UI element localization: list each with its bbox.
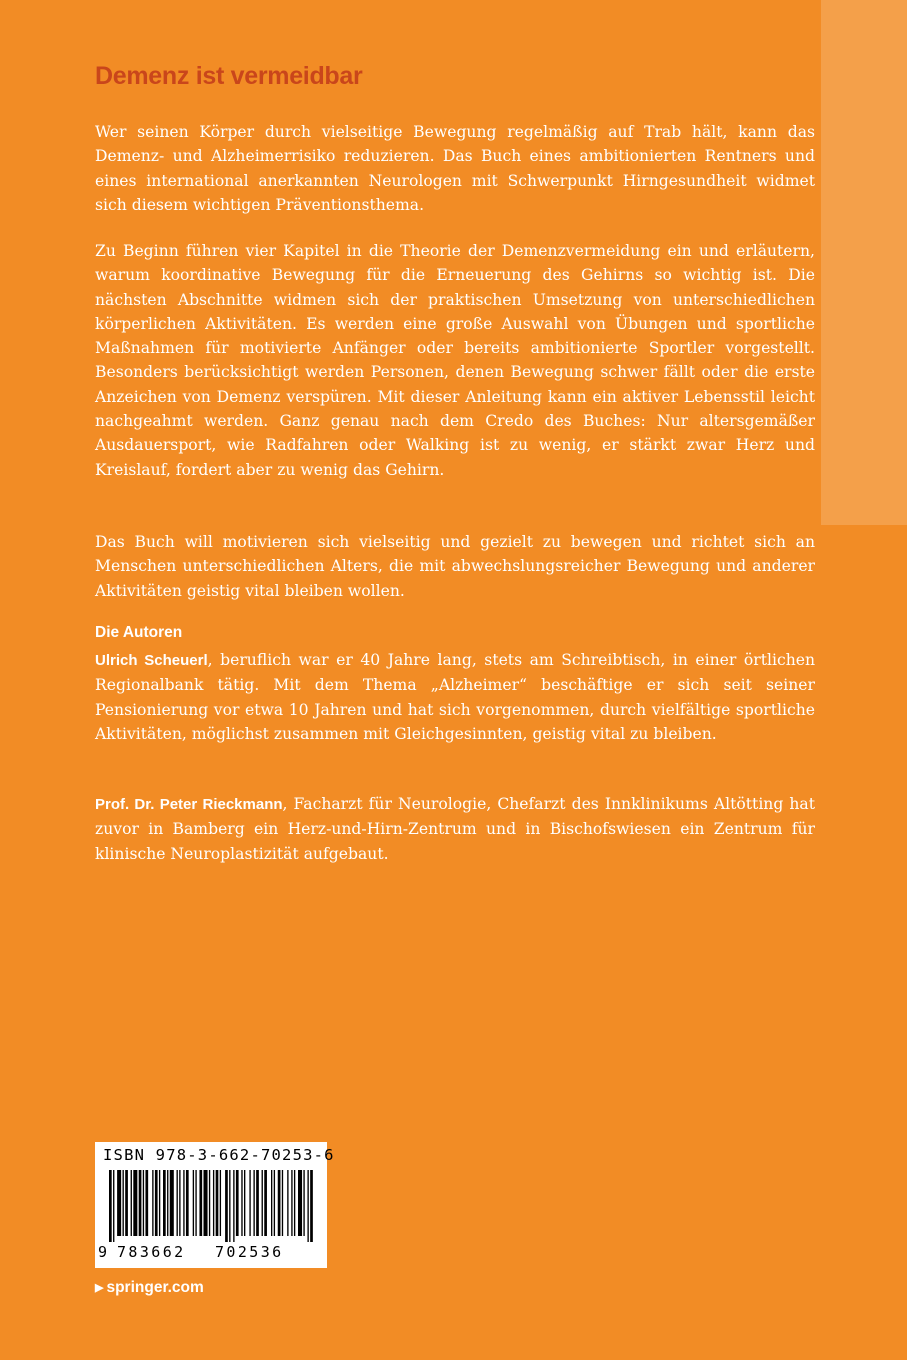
- barcode-bar: [294, 1170, 295, 1236]
- barcode-bar: [233, 1170, 234, 1242]
- publisher-link[interactable]: [95, 1279, 204, 1297]
- barcode-bar: [256, 1170, 259, 1236]
- barcode-bar: [195, 1170, 196, 1236]
- barcode-bar: [282, 1170, 283, 1236]
- author-bio-rieckmann: [95, 792, 815, 866]
- triangle-right-icon: ▶: [95, 1282, 104, 1294]
- barcode-bar: [220, 1170, 221, 1236]
- barcode-bar: [183, 1170, 184, 1236]
- barcode-bar: [131, 1170, 132, 1236]
- barcode-bar: [170, 1170, 174, 1236]
- barcode-bar: [225, 1170, 228, 1242]
- barcode-digit-first: 9: [98, 1243, 110, 1261]
- authors-heading: Die Autoren: [95, 624, 183, 641]
- barcode-bar: [271, 1170, 272, 1236]
- barcode-bar: [199, 1170, 202, 1236]
- barcode-bar: [143, 1170, 144, 1236]
- barcode-bar: [139, 1170, 142, 1236]
- paragraph-content: Zu Beginn führen vier Kapitel in die Theorie der Demenzvermeidung ein und erläutern, warum koordinative Bewegung für die Erneuerung des Gehirns so wichtig ist. Die nächsten Abschnitte widmen sich der praktischen Umsetzung von unterschiedlichen körperlichen Aktivitäten. Es werden eine große Auswahl von Übungen und sportliche Maßnahmen für motivierte Anfänger oder bereits ambitionierte Sportler vorgestellt. Besonders berücksichtigt werden Personen, denen Bewegung schwer fällt oder die erste Anzeichen von Demenz verspüren. Mit dieser Anleitung kann ein aktiver Lebensstil leicht nachgeahmt werden. Ganz genau nach dem Credo des Buches: Nur altersgemäßer Ausdauersport, wie Radfahren oder Walking ist zu wenig, er stärkt zwar Herz und Kreislauf, fordert aber zu wenig das Gehirn.: [95, 242, 815, 479]
- barcode-bar: [274, 1170, 275, 1236]
- barcode-bar: [278, 1170, 281, 1236]
- barcode-bar: [167, 1170, 168, 1236]
- barcode-bar: [123, 1170, 124, 1236]
- barcode-bar: [193, 1170, 194, 1236]
- barcode-bar: [241, 1170, 242, 1236]
- barcode-bar: [310, 1170, 313, 1242]
- barcode-digits-left: 783662: [117, 1243, 186, 1261]
- paragraph-intro: Wer seinen Körper durch vielseitige Bewegung regelmäßig auf Trab hält, kann das Demenz- und Alzheimerrisiko reduzieren. Das Buch eines ambitionierten Rentners und eines international anerkannten Neurologen mit Schwerpunkt Hirngesundheit widmet sich diesem wichtigen Präventionsthema.: [95, 123, 815, 214]
- barcode-bar: [229, 1170, 230, 1242]
- barcode-bar: [244, 1170, 245, 1236]
- barcode-bar: [249, 1170, 250, 1236]
- barcode-bars: [109, 1170, 314, 1242]
- barcode-bar: [213, 1170, 214, 1236]
- barcode-bar: [264, 1170, 267, 1236]
- author-bio-scheuerl: [95, 648, 815, 746]
- barcode-bar: [133, 1170, 137, 1236]
- barcode-bar: [253, 1170, 254, 1236]
- paragraph-audience: Das Buch will motivieren sich vielseitig und gezielt zu bewegen und richtet sich an Menschen unterschiedlichen Alters, die mit abwechslungsreicher Bewegung und anderer Aktivitäten geistig vital bleiben wollen.: [95, 533, 815, 600]
- barcode-bar: [209, 1170, 210, 1236]
- isbn-label: ISBN 978-3-662-70253-6: [103, 1146, 335, 1164]
- barcode-bar: [262, 1170, 263, 1236]
- author-name-scheuerl: Ulrich Scheuerl: [95, 652, 208, 669]
- barcode-bar: [125, 1170, 128, 1236]
- barcode-bar: [298, 1170, 302, 1236]
- author-text-rieckmann: , Facharzt für Neurologie, Chefarzt des Innklinikums Altötting hat zuvor in Bamberg ein Herz-und-Hirn-Zentrum und in Bischofswiesen ein Zentrum für klinische Neuroplastizität aufgebaut.: [95, 795, 815, 863]
- barcode-bar: [155, 1170, 158, 1236]
- barcode-bar: [204, 1170, 208, 1236]
- barcode-bar: [307, 1170, 308, 1242]
- barcode-bar: [303, 1170, 304, 1236]
- decorative-side-strip: [821, 0, 907, 525]
- barcode-bar: [291, 1170, 292, 1236]
- barcode-bar: [159, 1170, 160, 1236]
- barcode-bar: [177, 1170, 178, 1236]
- barcode-digits-right: 702536: [215, 1243, 284, 1261]
- barcode-bar: [186, 1170, 189, 1236]
- isbn-barcode: [95, 1142, 335, 1268]
- book-title: Demenz ist vermeidbar: [95, 62, 363, 90]
- barcode-bar: [287, 1170, 288, 1236]
- publisher-url: springer.com: [106, 1279, 204, 1296]
- barcode-bar: [109, 1170, 112, 1242]
- barcode-bar: [117, 1170, 121, 1236]
- barcode-bar: [152, 1170, 153, 1236]
- barcode-bar: [113, 1170, 114, 1242]
- author-text-scheuerl: , beruflich war er 40 Jahre lang, stets am Schreibtisch, in einer örtlichen Regionalbank tätig. Mit dem Thema „Alzheimer“ beschäftige er sich seit seiner Pensionierung vor etwa 10 Jahren und hat sich vorgenommen, durch vielfältige sportliche Aktivitäten, möglichst zusammen mit Gleichgesinnten, geistig vital zu bleiben.: [95, 651, 816, 743]
- barcode-bar: [179, 1170, 180, 1236]
- barcode-bar: [236, 1170, 239, 1236]
- author-name-rieckmann: Prof. Dr. Peter Rieckmann: [95, 796, 283, 813]
- barcode-bar: [163, 1170, 166, 1236]
- barcode-bar: [145, 1170, 148, 1236]
- barcode-bar: [216, 1170, 219, 1236]
